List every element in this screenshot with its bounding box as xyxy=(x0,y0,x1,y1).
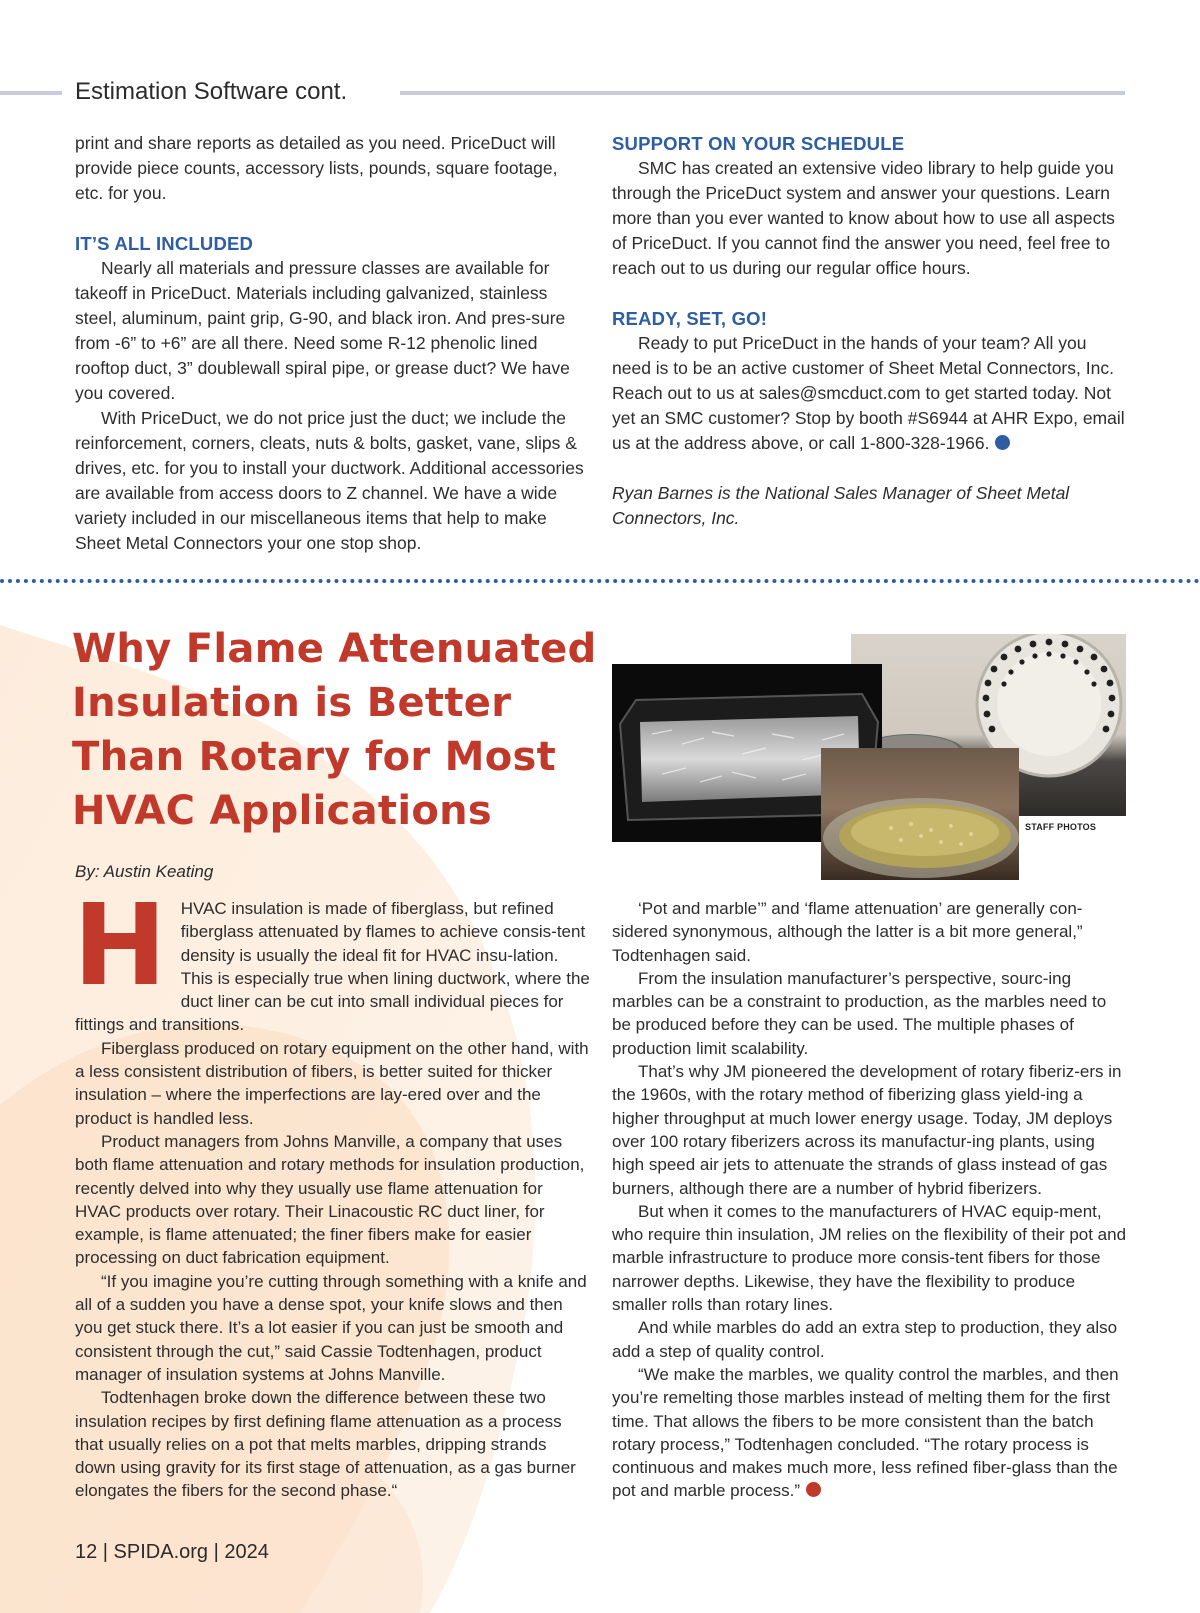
top-left-column xyxy=(75,131,590,556)
paragraph: Todtenhagen broke down the difference between these two insulation recipes by first defining flame attenuation as a process that usually relies on a pot that melts marbles, dripping strands down using gravity for its first stage of attenuation, as a gas burner elongates the fibers for the second phase.“ xyxy=(75,1388,576,1501)
article-right-column xyxy=(612,897,1127,1503)
header-rule-left xyxy=(0,91,62,95)
article-headline xyxy=(72,622,612,838)
paragraph: That’s why JM pioneered the development of rotary fiberiz-ers in the 1960s, with the rotary method of fiberizing glass yield-ing a higher throughput at much lower energy usage. Today, JM deploys over 100 rotary fiberizers across its manufactur-ing plants, using high speed air jets to attenuate the strands of glass instead of gas burners, although there are a number of hybrid fiberizers. xyxy=(612,1062,1122,1198)
paragraph: Fiberglass produced on rotary equipment on the other hand, with a less consistent distribution of fibers, is better suited for thicker insulation – where the imperfections are lay-ered over and the product is handled less. xyxy=(75,1038,589,1128)
page-footer: 12 | SPIDA.org | 2024 xyxy=(75,1541,269,1563)
drop-cap: H xyxy=(73,881,167,1011)
photo-glass-marbles-dish xyxy=(821,748,1019,880)
top-right-column xyxy=(612,131,1127,531)
paragraph: print and share reports as detailed as you need. PriceDuct will provide piece counts, accessory lists, pounds, square footage, etc. for you. xyxy=(75,133,558,203)
section-heading-ready-set-go: READY, SET, GO! xyxy=(612,308,768,329)
end-mark-blue-dot xyxy=(995,435,1010,450)
header-rule-right xyxy=(400,91,1125,95)
paragraph: Product managers from Johns Manville, a company that uses both flame attenuation and rotary methods for insulation production, recently delved into why they usually use flame attenuation for HVAC products over rotary. Their Linacoustic RC duct liner, for example, is flame attenuated; the finer fibers make for easier processing on duct fabrication equipment. xyxy=(75,1131,585,1268)
paragraph: With PriceDuct, we do not price just the duct; we include the reinforcement, corners, cleats, nuts & bolts, gasket, vane, slips & drives, etc. for you to install your ductwork. Additional accessories are available from access doors to Z channel. We have a wide variety included in our miscellaneous items that help to make Sheet Metal Connectors your one stop shop. xyxy=(75,408,584,553)
paragraph-text: “We make the marbles, we quality control the marbles, and then you’re remelting those marbles instead of melting them for the first time. That allows the fibers to be more consistent than the batch rotary process,” Todtenhagen concluded. “The rotary process is continuous and makes much more, less refined fiber-glass than the pot and marble process.” xyxy=(612,1364,1119,1501)
headline-line: Than Rotary for Most xyxy=(72,734,557,780)
headline-line: Insulation is Better xyxy=(72,680,512,726)
headline-line: Why Flame Attenuated xyxy=(72,626,597,672)
paragraph: But when it comes to the manufacturers of HVAC equip-ment, who require thin insulation, JM relies on the flexibility of their pot and marble infrastructure to produce more consis-tent fibers for those narrower depths. Likewise, they have the flexibility to produce smaller rolls than rotary lines. xyxy=(612,1201,1127,1315)
paragraph: SMC has created an extensive video library to help guide you through the PriceDuct system and answer your questions. Learn more than you ever wanted to know about how to use all aspects of PriceDuct. If you cannot find the answer you need, feel free to reach out to us during our regular office hours. xyxy=(612,158,1115,278)
paragraph-text: Ready to put PriceDuct in the hands of your team? All you need is to be an active customer of Sheet Metal Connectors, Inc. Reach out to us at sales@smcduct.com to get started today. Not yet an SMC customer? Stop by booth #S6944 at AHR Expo, email us at the address above, or call 1-800-328-1966. xyxy=(612,333,1125,453)
paragraph: “If you imagine you’re cutting through something with a knife and all of a sudden you have a dense spot, your knife slows and then you get stuck there. It’s a lot easier if you can just be smooth and consistent through the cut,” said Cassie Todtenhagen, product manager of insulation systems at Johns Manville. xyxy=(75,1271,587,1384)
article-left-column xyxy=(73,881,590,1503)
section-divider xyxy=(0,579,1200,583)
paragraph-text: HVAC insulation is made of fiberglass, but refined fiberglass attenuated by flames to achieve consis-tent density is usually the ideal fit for HVAC insu-lation. This is especially true when lining ductwork, where the duct liner can be cut into small individual pieces for fittings and transitions. xyxy=(75,899,590,1035)
section-heading-all-included: IT’S ALL INCLUDED xyxy=(75,233,254,254)
photo-credit: STAFF PHOTOS xyxy=(1025,822,1097,832)
section-header-title: Estimation Software cont. xyxy=(75,78,348,105)
paragraph xyxy=(73,881,590,1037)
paragraph: ‘Pot and marble’” and ‘flame attenuation’ are generally con-sidered synonymous, although the latter is a bit more general,” Todtenhagen said. xyxy=(612,899,1083,965)
article-byline: By: Austin Keating xyxy=(75,862,214,881)
end-mark-red-dot xyxy=(806,1482,821,1497)
headline-line: HVAC Applications xyxy=(72,788,493,834)
section-heading-support: SUPPORT ON YOUR SCHEDULE xyxy=(612,133,905,154)
paragraph: Nearly all materials and pressure classes are available for takeoff in PriceDuct. Materials including galvanized, stainless steel, aluminum, paint grip, G-90, and black iron. And pres-sure from -6” to +6” are all there. Need some R-12 phenolic lined rooftop duct, 3” doublewall spiral pipe, or grease duct? We have you covered. xyxy=(75,258,570,403)
paragraph xyxy=(612,1363,1127,1503)
paragraph: And while marbles do add an extra step to production, they also add a step of quality control. xyxy=(612,1318,1118,1361)
paragraph xyxy=(612,331,1127,456)
author-bio: Ryan Barnes is the National Sales Manager of Sheet Metal Connectors, Inc. xyxy=(612,483,1070,528)
paragraph: From the insulation manufacturer’s perspective, sourc-ing marbles can be a constraint to production, as the marbles need to be produced before they can be used. The multiple phases of production limit scalability. xyxy=(612,968,1107,1058)
